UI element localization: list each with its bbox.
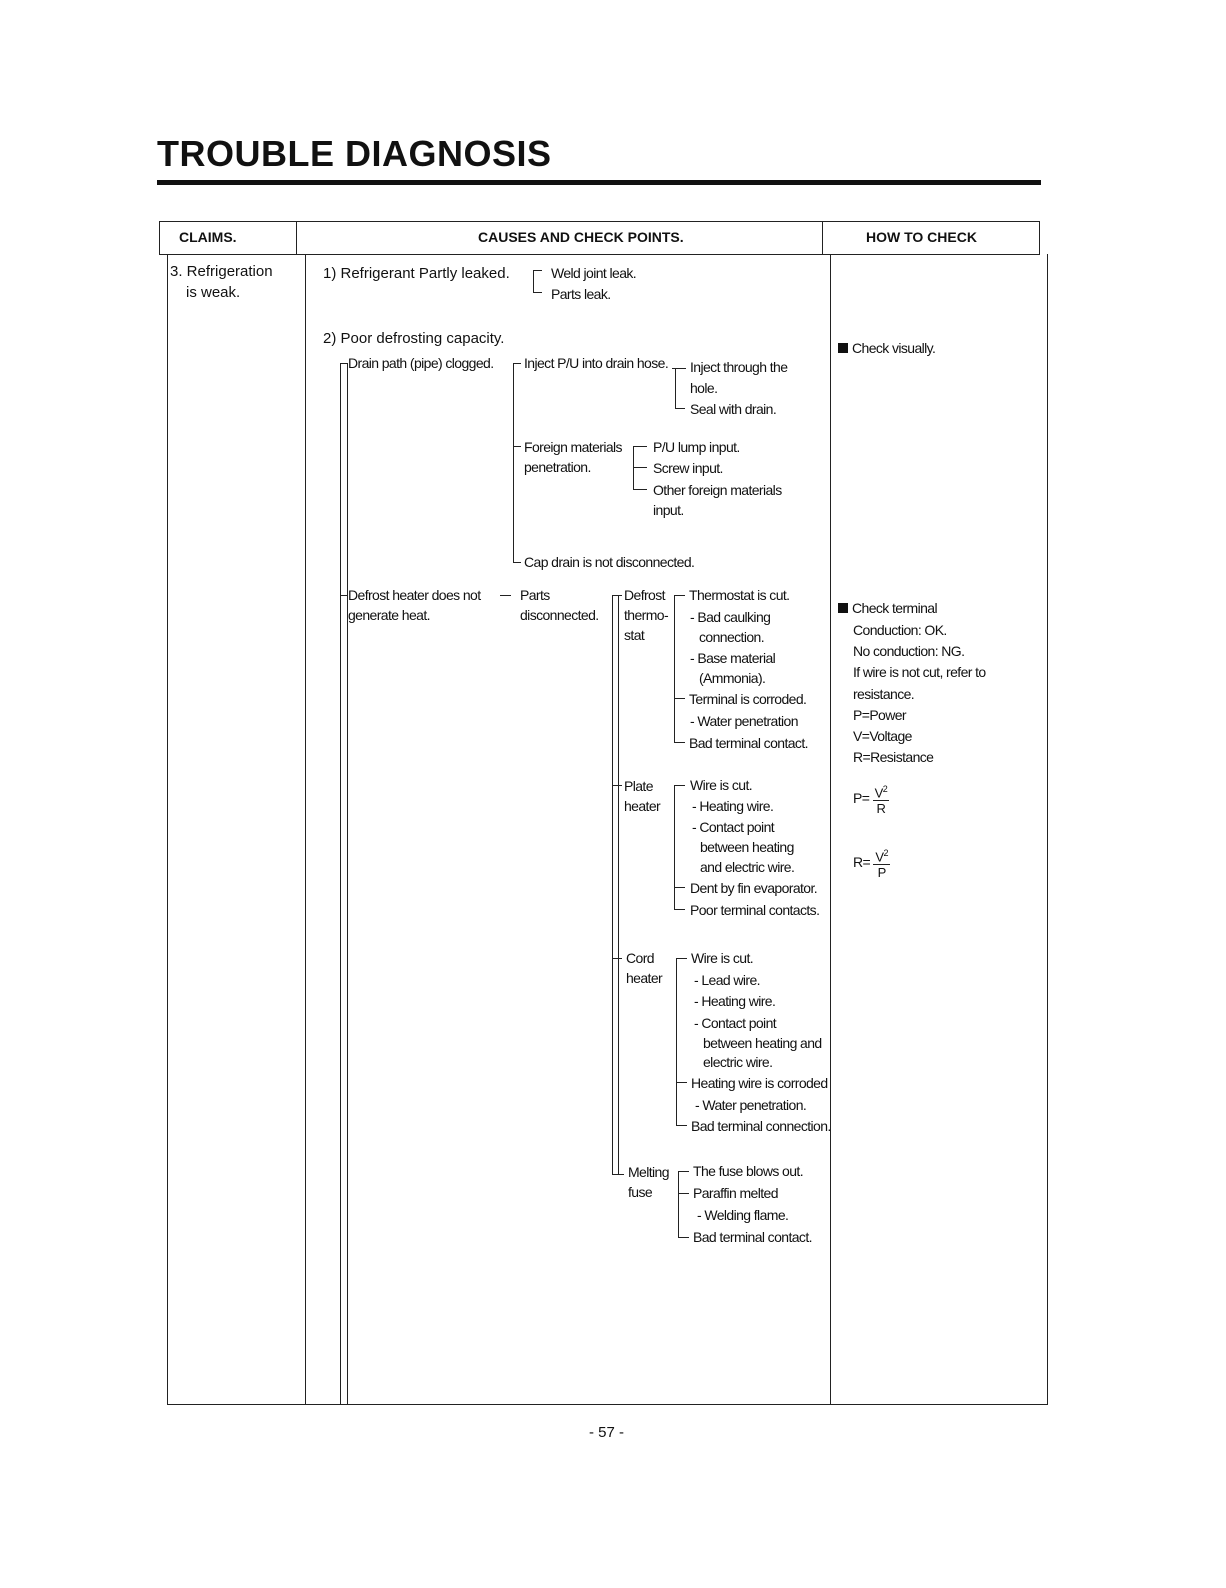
table-left-border [167,254,168,1405]
page-number: - 57 - [589,1424,625,1441]
cord-item: electric wire. [703,1054,773,1070]
tree-trunk-inner [347,363,348,1405]
tree-tick [674,595,685,596]
formula-lhs: P= [853,789,870,806]
inject-branch-line [675,368,676,409]
plate-label: Plate [624,778,653,794]
fuse-label: Melting [628,1164,669,1180]
foreign-option: Screw input. [653,460,723,476]
cord-branch-line [676,958,677,1126]
thermostat-item: - Base material [690,650,776,666]
tree-tick [633,446,647,447]
cord-item: between heating and [703,1035,822,1051]
plate-label: heater [624,798,661,814]
heater-label: Defrost heater does not [348,587,481,603]
how-line: P=Power [853,707,906,723]
thermostat-item: connection. [699,629,765,645]
table-top-border [159,221,1039,222]
cause-1-label: 1) Refrigerant Partly leaked. [323,265,510,282]
cord-item: - Heating wire. [694,993,776,1009]
thermostat-item: - Bad caulking [690,609,771,625]
cord-item: Bad terminal connection. [691,1118,831,1134]
tree-tick [513,562,521,563]
cord-item: Wire is cut. [691,950,754,966]
tree-tick [612,1174,624,1175]
formula-fraction [873,782,889,816]
table-right-border-top [1039,221,1040,255]
parts-branch-line [612,595,613,1175]
title-rule [157,180,1041,185]
drain-cap: Cap drain is not disconnected. [524,554,695,570]
cause-2-label: 2) Poor defrosting capacity. [323,330,505,347]
thermostat-item: Thermostat is cut. [689,587,790,603]
tree-tick [633,467,647,468]
plate-item: - Contact point [692,819,775,835]
fuse-item: Paraffin melted [693,1185,778,1201]
how-line: V=Voltage [853,728,912,744]
formula-num: V [875,849,884,865]
tree-tick [633,489,647,490]
leak-item: Parts leak. [551,286,611,302]
formula-power [853,782,889,816]
tree-tick [612,785,622,786]
bracket-c1 [533,270,534,293]
table-bottom-border [167,1404,1047,1405]
formula-fraction [873,846,889,880]
page-title: TROUBLE DIAGNOSIS [157,133,552,174]
formula-num: V [874,785,883,801]
tree-trunk [340,363,341,1405]
drain-inject: Inject P/U into drain hose. [524,355,669,371]
how-check-visually [838,340,935,356]
thermostat-label: stat [624,627,645,643]
plate-branch-line [674,785,675,910]
tree-tick [340,595,347,596]
tree-tick [513,446,521,447]
claim-line-2: is weak. [186,284,241,301]
tree-tick [674,785,685,786]
how-line: R=Resistance [853,749,934,765]
parts-label: Parts [520,587,550,603]
tree-tick [513,363,521,364]
formula-resistance [853,846,890,880]
tree-tick [612,958,622,959]
foreign-option: Other foreign materials [653,482,782,498]
square-bullet-icon [838,603,848,613]
how-check-terminal [838,600,937,616]
tree-tick [675,408,685,409]
fuse-item: - Welding flame. [697,1207,789,1223]
plate-item: Poor terminal contacts. [690,902,820,918]
bracket-tick [533,292,542,293]
plate-item: Dent by fin evaporator. [690,880,818,896]
inject-option: Inject through the [690,359,788,375]
tree-tick [674,698,685,699]
tree-tick [340,363,347,364]
thermostat-label: Defrost [624,587,665,603]
tree-tick [500,595,511,596]
tree-tick [674,887,685,888]
drain-branch-line [513,363,514,562]
thermostat-branch-line [674,595,675,743]
header-claims: CLAIMS. [179,229,237,245]
parts-label: disconnected. [520,607,599,623]
col-divider-top [296,221,297,255]
plate-item: between heating [700,839,794,855]
cord-label: heater [626,970,663,986]
drain-foreign: penetration. [524,459,591,475]
header-how-to-check: HOW TO CHECK [866,229,977,245]
tree-tick [678,1237,689,1238]
parts-branch-line-inner [618,595,619,1175]
table-left-border-top [159,221,160,255]
cord-item: - Lead wire. [694,972,760,988]
fuse-item: Bad terminal contact. [693,1229,812,1245]
how-check-visually-text: Check visually. [852,340,936,356]
cord-label: Cord [626,950,654,966]
col-divider-how [830,254,831,1405]
how-line: If wire is not cut, refer to [853,664,986,680]
foreign-option: P/U lump input. [653,439,740,455]
cord-item: - Contact point [694,1015,777,1031]
col-divider-claims [305,254,306,1405]
tree-tick [676,1125,687,1126]
tree-tick [678,1171,689,1172]
tree-tick [678,1193,689,1194]
col-divider2-top [822,221,823,255]
cord-item: - Water penetration. [695,1097,807,1113]
foreign-option: input. [653,502,684,518]
how-check-terminal-text: Check terminal [852,600,937,616]
thermostat-item: (Ammonia). [699,670,766,686]
tree-tick [676,958,687,959]
table-right-border [1047,254,1048,1405]
claim-line-1: 3. Refrigeration [170,263,273,280]
formula-exp: 2 [882,784,888,794]
drain-label: Drain path (pipe) clogged. [348,355,494,371]
header-causes: CAUSES AND CHECK POINTS. [478,229,684,245]
fuse-label: fuse [628,1184,653,1200]
plate-item: and electric wire. [700,859,795,875]
square-bullet-icon [838,343,848,353]
plate-item: - Heating wire. [692,798,774,814]
tree-tick [674,909,685,910]
leak-item: Weld joint leak. [551,265,637,281]
thermostat-label: thermo- [624,607,669,623]
formula-den: R [876,801,886,817]
thermostat-item: - Water penetration [690,713,798,729]
thermostat-item: Terminal is corroded. [689,691,807,707]
formula-lhs: R= [853,853,871,870]
how-line: Conduction: OK. [853,622,947,638]
inject-option: hole. [690,380,718,396]
fuse-branch-line [678,1171,679,1238]
formula-den: P [877,865,886,881]
foreign-branch-line [633,446,634,490]
tree-tick [676,1082,687,1083]
tree-tick [674,742,685,743]
formula-exp: 2 [883,848,888,858]
plate-item: Wire is cut. [690,777,753,793]
table-header-border [159,254,1039,255]
inject-option: Seal with drain. [690,401,777,417]
fuse-item: The fuse blows out. [693,1163,803,1179]
drain-foreign: Foreign materials [524,439,622,455]
bracket-tick [533,270,542,271]
how-line: resistance. [853,686,915,702]
thermostat-item: Bad terminal contact. [689,735,808,751]
how-line: No conduction: NG. [853,643,965,659]
heater-label: generate heat. [348,607,430,623]
cord-item: Heating wire is corroded [691,1075,828,1091]
tree-tick [612,595,622,596]
